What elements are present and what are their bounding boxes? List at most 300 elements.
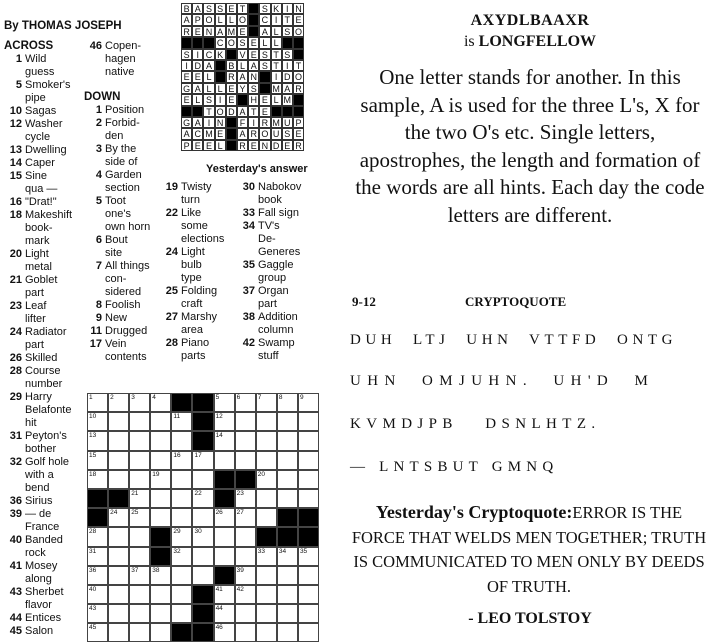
grid-cell[interactable] [150, 489, 171, 508]
clue-item [4, 560, 84, 586]
answer-row [181, 94, 304, 105]
answer-letter: I [282, 60, 293, 71]
grid-cell[interactable] [214, 527, 235, 546]
answer-black-square [181, 106, 192, 117]
answer-letter: A [215, 26, 226, 37]
grid-cell[interactable] [171, 470, 192, 489]
cell-number: 13 [89, 432, 97, 440]
grid-row [87, 451, 319, 470]
grid-cell[interactable] [129, 604, 150, 623]
grid-cell[interactable] [256, 451, 277, 470]
answer-letter: B [226, 60, 237, 71]
answer-letter: S [259, 49, 270, 60]
grid-cell[interactable] [108, 585, 129, 604]
grid-cell[interactable] [150, 508, 171, 527]
grid-cell[interactable] [108, 566, 129, 585]
grid-cell[interactable] [192, 527, 213, 546]
grid-row [87, 623, 319, 642]
yesterday-cryptoquote-text: ERROR IS THE FORCE THAT WELDS MEN TOGETHER; TRUTH IS COMMUNICATED TO MEN ONLY BY DEEDS OF TRUTH. [351, 503, 707, 596]
answer-letter: G [181, 83, 192, 94]
grid-cell[interactable] [256, 623, 277, 642]
answer-black-square [237, 94, 248, 105]
grid-cell[interactable] [256, 547, 277, 566]
grid-cell[interactable] [235, 527, 256, 546]
answer-letter: M [205, 129, 213, 140]
cell-number: 17 [194, 451, 202, 459]
answer-letter: D [282, 71, 293, 82]
grid-cell[interactable] [256, 585, 277, 604]
answer-letter: L [203, 71, 214, 82]
answer-letter: S [259, 60, 270, 71]
answer-row [181, 117, 304, 128]
grid-cell[interactable] [235, 623, 256, 642]
answer-letter: A [259, 26, 270, 37]
yesterday-author: - LEO TOLSTOY [468, 610, 592, 627]
answer-letter: I [215, 94, 226, 105]
grid-cell[interactable] [150, 412, 171, 431]
answer-letter: I [192, 49, 203, 60]
grid-cell[interactable] [129, 489, 150, 508]
grid-cell[interactable] [214, 393, 235, 412]
grid-cell[interactable] [108, 527, 129, 546]
grid-cell[interactable] [129, 470, 150, 489]
grid-cell[interactable] [129, 547, 150, 566]
grid-cell[interactable] [298, 451, 319, 470]
grid-cell[interactable] [235, 412, 256, 431]
black-square [235, 470, 256, 489]
answer-letter: O [215, 106, 226, 117]
grid-cell[interactable] [214, 547, 235, 566]
clue-number: 8 [95, 299, 102, 311]
grid-cell[interactable] [214, 451, 235, 470]
answer-letter: B [181, 3, 192, 14]
cell-number: 31 [89, 547, 97, 555]
answer-black-square [203, 37, 214, 48]
clue-number: 10 [9, 105, 22, 117]
clue-number: 45 [9, 625, 22, 637]
grid-cell[interactable] [171, 527, 192, 546]
clue-text: Harry Belafonte hit [25, 391, 72, 429]
grid-cell[interactable] [214, 508, 235, 527]
answer-row [181, 26, 304, 37]
clue-text: Makeshift book- mark [25, 209, 73, 247]
clue-item [4, 326, 84, 352]
grid-cell[interactable] [129, 393, 150, 412]
clue-number: 14 [9, 157, 22, 169]
black-square [150, 527, 171, 546]
grid-cell[interactable] [298, 412, 319, 431]
answer-letter: A [282, 83, 293, 94]
clue-text: Drugged [105, 325, 148, 337]
answer-letter: R [293, 140, 304, 151]
black-square [277, 508, 298, 527]
grid-cell[interactable] [298, 489, 319, 508]
answer-letter: N [259, 140, 270, 151]
clue-column-3 [160, 181, 232, 363]
clue-number: 7 [95, 260, 102, 272]
clue-text: Twisty turn [181, 181, 212, 206]
grid-cell[interactable] [235, 451, 256, 470]
clue-item [160, 181, 232, 207]
cell-number: 15 [89, 451, 97, 459]
cell-number: 28 [89, 528, 97, 536]
clue-number: 33 [242, 207, 255, 219]
cell-number: 33 [257, 547, 265, 555]
answer-letter: M [227, 26, 236, 37]
grid-cell[interactable] [108, 451, 129, 470]
answer-letter: T [203, 106, 214, 117]
answer-row [181, 14, 304, 25]
grid-cell[interactable] [298, 393, 319, 412]
grid-cell[interactable] [214, 412, 235, 431]
grid-cell[interactable] [171, 566, 192, 585]
black-square [192, 604, 213, 623]
grid-cell[interactable] [129, 566, 150, 585]
grid-cell[interactable] [192, 451, 213, 470]
grid-cell[interactable] [277, 470, 298, 489]
grid-cell[interactable] [256, 431, 277, 450]
clue-item [4, 612, 84, 625]
grid-cell[interactable] [87, 451, 108, 470]
answer-letter: O [293, 26, 304, 37]
grid-cell[interactable] [277, 489, 298, 508]
grid-cell[interactable] [277, 604, 298, 623]
grid-cell[interactable] [298, 470, 319, 489]
answer-letter: K [215, 49, 226, 60]
answer-letter: Y [237, 83, 248, 94]
clue-text: Folding craft [181, 285, 218, 310]
clue-item [4, 625, 84, 638]
grid-cell[interactable] [256, 393, 277, 412]
clue-text: Gaggle group [258, 259, 294, 284]
grid-cell[interactable] [256, 470, 277, 489]
clue-number: 31 [9, 430, 22, 442]
grid-cell[interactable] [87, 566, 108, 585]
grid-cell[interactable] [235, 547, 256, 566]
clue-text: Like some elections [181, 207, 225, 245]
answer-row [181, 37, 304, 48]
grid-cell[interactable] [277, 431, 298, 450]
grid-cell[interactable] [256, 604, 277, 623]
clue-text: TV's De- Generes [258, 220, 301, 258]
answer-letter: E [248, 49, 259, 60]
grid-cell[interactable] [87, 412, 108, 431]
clue-item [4, 196, 84, 209]
clue-text: Smoker's pipe [25, 79, 71, 104]
answer-letter: O [293, 71, 304, 82]
clue-text: Swamp stuff [258, 337, 295, 362]
grid-cell[interactable] [150, 585, 171, 604]
grid-row [87, 470, 319, 489]
grid-cell[interactable] [87, 604, 108, 623]
cell-number: 32 [173, 547, 181, 555]
clue-number: 19 [165, 181, 178, 193]
grid-cell[interactable] [235, 566, 256, 585]
grid-cell[interactable] [214, 585, 235, 604]
clue-number: 46 [89, 40, 102, 52]
clue-item [4, 105, 84, 118]
grid-cell[interactable] [108, 547, 129, 566]
grid-cell[interactable] [298, 604, 319, 623]
crossword-grid[interactable] [87, 393, 319, 642]
answer-letter: M [272, 117, 280, 128]
instructions: One letter stands for another. In this sample, A is used for the three L's, X for the two O's etc. Single letters, apostrophes, the length and formation of the words are all hints. Each day the code letters are different. [355, 65, 705, 227]
grid-cell[interactable] [87, 547, 108, 566]
answer-letter: L [271, 94, 282, 105]
answer-row [181, 49, 304, 60]
answer-letter: S [203, 3, 214, 14]
cell-number: 14 [215, 432, 223, 440]
grid-cell[interactable] [150, 604, 171, 623]
grid-cell[interactable] [235, 489, 256, 508]
black-square [108, 489, 129, 508]
clue-number: 12 [9, 118, 22, 130]
grid-cell[interactable] [235, 393, 256, 412]
answer-letter: G [181, 117, 192, 128]
clue-number: 6 [95, 234, 102, 246]
answer-black-square [226, 128, 237, 139]
clue-number: 44 [9, 612, 22, 624]
clue-item [84, 40, 174, 79]
black-square [298, 527, 319, 546]
clue-number: 1 [95, 104, 102, 116]
grid-cell[interactable] [192, 489, 213, 508]
black-square [192, 585, 213, 604]
clue-item [237, 259, 317, 285]
grid-cell[interactable] [150, 431, 171, 450]
grid-cell[interactable] [171, 547, 192, 566]
grid-cell[interactable] [108, 623, 129, 642]
clue-text: Golf hole with a bend [25, 456, 70, 494]
clue-number: 26 [9, 352, 22, 364]
grid-cell[interactable] [256, 412, 277, 431]
grid-cell[interactable] [298, 585, 319, 604]
grid-cell[interactable] [108, 470, 129, 489]
cell-number: 12 [215, 413, 223, 421]
clue-number: 38 [242, 311, 255, 323]
answer-letter: E [203, 140, 214, 151]
cell-number: 44 [215, 605, 223, 613]
byline: By THOMAS JOSEPH [4, 20, 122, 32]
cell-number: 30 [194, 528, 202, 536]
clue-item [4, 534, 84, 560]
answer-letter: S [259, 3, 270, 14]
clue-text: Fall sign [258, 207, 299, 219]
grid-cell[interactable] [108, 431, 129, 450]
clue-number: 40 [9, 534, 22, 546]
clue-item [160, 207, 232, 246]
answer-letter: O [203, 14, 214, 25]
clue-item [4, 508, 84, 534]
grid-cell[interactable] [235, 431, 256, 450]
grid-row [87, 431, 319, 450]
example-key [350, 33, 710, 51]
clue-item [4, 495, 84, 508]
grid-cell[interactable] [129, 451, 150, 470]
answer-letter: C [215, 37, 226, 48]
answer-row [181, 140, 304, 151]
grid-cell[interactable] [192, 547, 213, 566]
grid-cell[interactable] [256, 566, 277, 585]
grid-cell[interactable] [129, 585, 150, 604]
answer-letter: R [181, 26, 192, 37]
answer-letter: U [271, 128, 282, 139]
answer-letter: O [259, 128, 270, 139]
answer-letter: T [271, 60, 282, 71]
grid-cell[interactable] [298, 623, 319, 642]
cell-number: 16 [173, 451, 181, 459]
clue-text: Forbid- den [105, 117, 140, 142]
grid-row [87, 393, 319, 412]
grid-cell[interactable] [235, 604, 256, 623]
grid-cell[interactable] [129, 508, 150, 527]
answer-letter: P [192, 14, 203, 25]
grid-cell[interactable] [277, 451, 298, 470]
cell-number: 11 [173, 413, 181, 421]
grid-cell[interactable] [192, 470, 213, 489]
grid-cell[interactable] [277, 412, 298, 431]
black-square [192, 623, 213, 642]
black-square [150, 547, 171, 566]
answer-letter: S [248, 83, 259, 94]
grid-cell[interactable] [108, 508, 129, 527]
answer-letter: N [215, 117, 226, 128]
grid-cell[interactable] [87, 393, 108, 412]
grid-cell[interactable] [277, 566, 298, 585]
cell-number: 6 [236, 394, 241, 401]
grid-cell[interactable] [108, 393, 129, 412]
grid-cell[interactable] [214, 604, 235, 623]
grid-cell[interactable] [214, 431, 235, 450]
answer-letter: I [282, 3, 293, 14]
clue-item [237, 311, 317, 337]
clue-text: — de France [25, 508, 60, 533]
clue-text: Course number [25, 365, 63, 390]
grid-cell[interactable] [171, 451, 192, 470]
clue-text: Banded rock [25, 534, 63, 559]
grid-cell[interactable] [129, 412, 150, 431]
clue-item [84, 117, 174, 143]
grid-cell[interactable] [298, 431, 319, 450]
grid-cell[interactable] [108, 604, 129, 623]
across-clues [4, 40, 84, 638]
clue-item [4, 456, 84, 495]
grid-cell[interactable] [108, 412, 129, 431]
clue-item [4, 365, 84, 391]
clue-item [84, 104, 174, 117]
grid-cell[interactable] [87, 585, 108, 604]
cell-number: 23 [236, 489, 244, 497]
grid-cell[interactable] [150, 470, 171, 489]
grid-cell[interactable] [87, 527, 108, 546]
cell-number: 4 [152, 394, 156, 401]
grid-cell[interactable] [129, 623, 150, 642]
grid-row [87, 508, 319, 527]
grid-cell[interactable] [171, 585, 192, 604]
clue-item [4, 274, 84, 300]
clue-item [4, 209, 84, 248]
grid-cell[interactable] [277, 393, 298, 412]
grid-cell[interactable] [87, 431, 108, 450]
clue-text: All things con- sidered [105, 260, 150, 298]
grid-cell[interactable] [192, 566, 213, 585]
answer-letter: N [293, 3, 304, 14]
answer-letter: T [237, 3, 248, 14]
grid-cell[interactable] [87, 470, 108, 489]
grid-cell[interactable] [214, 623, 235, 642]
answer-letter: L [237, 60, 248, 71]
clue-text: Radiator part [25, 326, 67, 351]
grid-cell[interactable] [277, 623, 298, 642]
clue-number: 37 [242, 285, 255, 297]
cell-number: 21 [131, 489, 139, 497]
clue-item [4, 300, 84, 326]
cell-number: 34 [278, 547, 287, 555]
cryptoquote-title: CRYPTOQUOTE [465, 294, 567, 309]
grid-cell[interactable] [256, 489, 277, 508]
grid-cell[interactable] [298, 547, 319, 566]
grid-cell[interactable] [171, 604, 192, 623]
grid-cell[interactable] [129, 431, 150, 450]
grid-cell[interactable] [150, 393, 171, 412]
grid-cell[interactable] [171, 431, 192, 450]
cell-number: 26 [215, 509, 223, 517]
clue-text: New [105, 312, 128, 324]
down-list-cont-2 [237, 181, 317, 363]
grid-cell[interactable] [150, 623, 171, 642]
clue-item [84, 143, 174, 169]
grid-cell[interactable] [150, 566, 171, 585]
example-key-prefix: is [463, 33, 475, 50]
grid-cell[interactable] [277, 547, 298, 566]
answer-letter: T [248, 106, 259, 117]
grid-cell[interactable] [235, 508, 256, 527]
clue-item [4, 586, 84, 612]
clue-item [4, 352, 84, 365]
example-code: AXYDLBAAXR [470, 12, 590, 29]
grid-cell[interactable] [129, 527, 150, 546]
answer-letter: S [181, 49, 192, 60]
cell-number: 39 [236, 566, 244, 574]
clue-text: Wild guess [25, 53, 55, 78]
grid-cell[interactable] [150, 451, 171, 470]
grid-cell[interactable] [298, 566, 319, 585]
grid-cell[interactable] [192, 508, 213, 527]
black-square [192, 412, 213, 431]
answer-black-square [226, 117, 237, 128]
clue-number: 11 [90, 325, 102, 337]
answer-letter: A [237, 71, 248, 82]
clue-item [160, 285, 232, 311]
grid-cell[interactable] [235, 585, 256, 604]
cell-number: 8 [278, 394, 283, 401]
answer-letter: T [271, 49, 282, 60]
grid-cell[interactable] [171, 489, 192, 508]
cell-number: 37 [131, 566, 139, 574]
clue-number: 34 [242, 220, 255, 232]
answer-letter: E [226, 94, 237, 105]
grid-cell[interactable] [171, 412, 192, 431]
answer-letter: M [272, 83, 280, 94]
grid-cell[interactable] [171, 508, 192, 527]
cell-number: 7 [257, 394, 262, 401]
grid-cell[interactable] [87, 623, 108, 642]
clue-number: 24 [165, 246, 178, 258]
answer-black-square [248, 26, 259, 37]
grid-cell[interactable] [256, 508, 277, 527]
grid-cell[interactable] [277, 585, 298, 604]
answer-letter: O [226, 37, 237, 48]
